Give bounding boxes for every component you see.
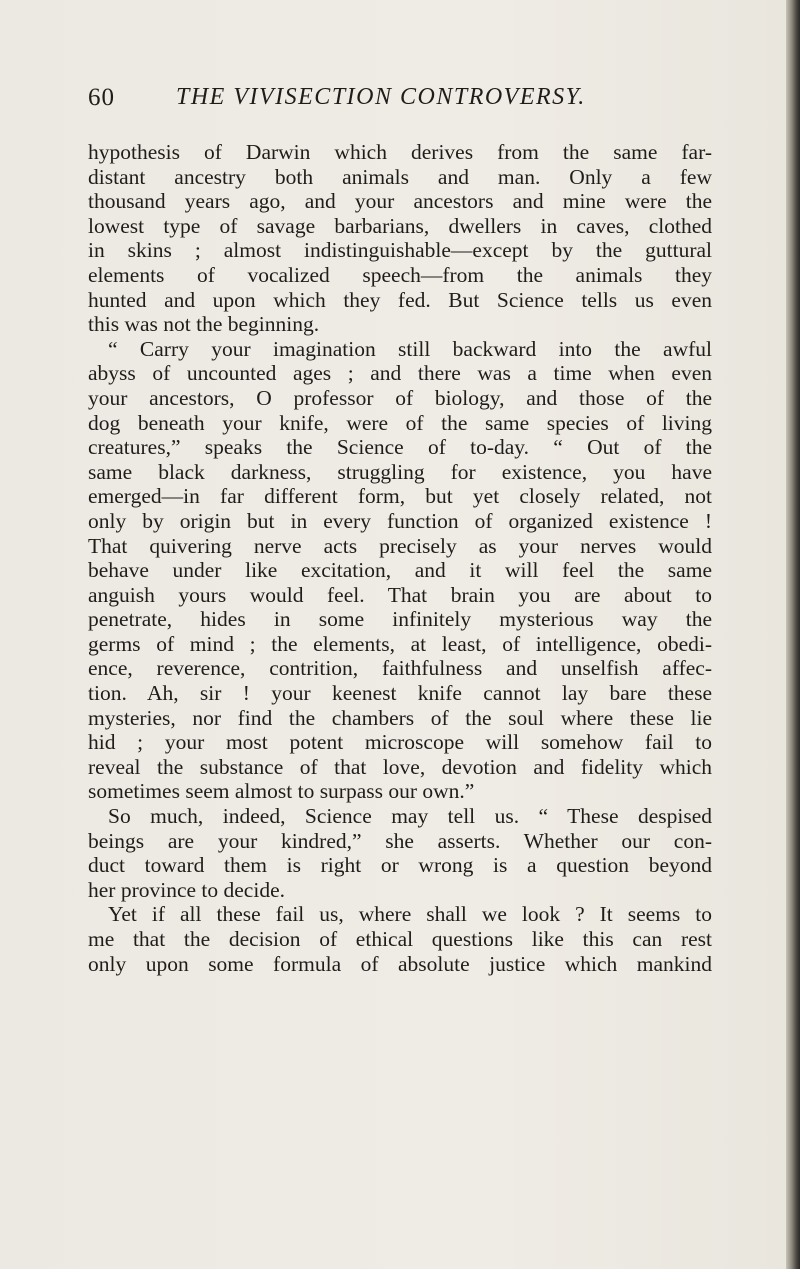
text-line: your ancestors, O professor of biology, and those of the bbox=[88, 385, 712, 410]
text-line: “ Carry your imagination still backward into the awful bbox=[108, 336, 712, 361]
text-line: this was not the beginning. bbox=[88, 312, 320, 337]
text-line: So much, indeed, Science may tell us. “ These despised bbox=[108, 804, 712, 829]
text-line: in skins ; almost indistinguishable—except by the guttural bbox=[88, 238, 712, 263]
text-line: elements of vocalized speech—from the animals they bbox=[88, 262, 712, 287]
text-line: distant ancestry both animals and man. Only a few bbox=[88, 164, 712, 189]
text-line: sometimes seem almost to surpass our own.” bbox=[88, 779, 475, 804]
text-line: me that the decision of ethical questions like this can rest bbox=[88, 927, 712, 951]
text-line: same black darkness, struggling for existence, you have bbox=[88, 459, 712, 484]
running-title: THE VIVISECTION CONTROVERSY. bbox=[176, 84, 586, 110]
text-line: emerged—in far different form, but yet closely related, not bbox=[88, 484, 712, 509]
text-line: anguish yours would feel. That brain you are about to bbox=[88, 582, 712, 607]
page-number: 60 bbox=[88, 84, 115, 111]
text-line: lowest type of savage barbarians, dwellers in caves, clothed bbox=[88, 213, 712, 238]
body-text bbox=[88, 140, 712, 976]
text-line: creatures,” speaks the Science of to-day. “ Out of the bbox=[88, 435, 712, 460]
text-line: duct toward them is right or wrong is a question beyond bbox=[88, 853, 712, 878]
text-line: her province to decide. bbox=[88, 877, 285, 902]
text-line: penetrate, hides in some infinitely mysterious way the bbox=[88, 607, 712, 632]
text-line: mysteries, nor find the chambers of the soul where these lie bbox=[88, 705, 712, 730]
text-line: hid ; your most potent microscope will somehow fail to bbox=[88, 730, 712, 755]
text-line: hypothesis of Darwin which derives from the same far- bbox=[88, 140, 712, 164]
text-line: reveal the substance of that love, devotion and fidelity which bbox=[88, 754, 712, 779]
text-line: behave under like excitation, and it will feel the same bbox=[88, 558, 712, 583]
text-line: ence, reverence, contrition, faithfulness and unselfish affec- bbox=[88, 656, 712, 681]
page-edge-shadow bbox=[786, 0, 800, 1269]
text-line: Yet if all these fail us, where shall we look ? It seems to bbox=[108, 902, 712, 927]
page-header bbox=[88, 84, 768, 120]
text-line: beings are your kindred,” she asserts. Whether our con- bbox=[88, 828, 712, 853]
text-line: germs of mind ; the elements, at least, of intelligence, obedi- bbox=[88, 631, 712, 656]
text-line: hunted and upon which they fed. But Science tells us even bbox=[88, 287, 712, 312]
text-line: abyss of uncounted ages ; and there was a time when even bbox=[88, 361, 712, 386]
text-line: only upon some formula of absolute justice which mankind bbox=[88, 951, 712, 976]
text-line: only by origin but in every function of organized existence ! bbox=[88, 508, 712, 533]
text-line: thousand years ago, and your ancestors and mine were the bbox=[88, 189, 712, 214]
text-line: tion. Ah, sir ! your keenest knife cannot lay bare these bbox=[88, 681, 712, 706]
text-line: That quivering nerve acts precisely as your nerves would bbox=[88, 533, 712, 558]
text-line: dog beneath your knife, were of the same species of living bbox=[88, 410, 712, 435]
